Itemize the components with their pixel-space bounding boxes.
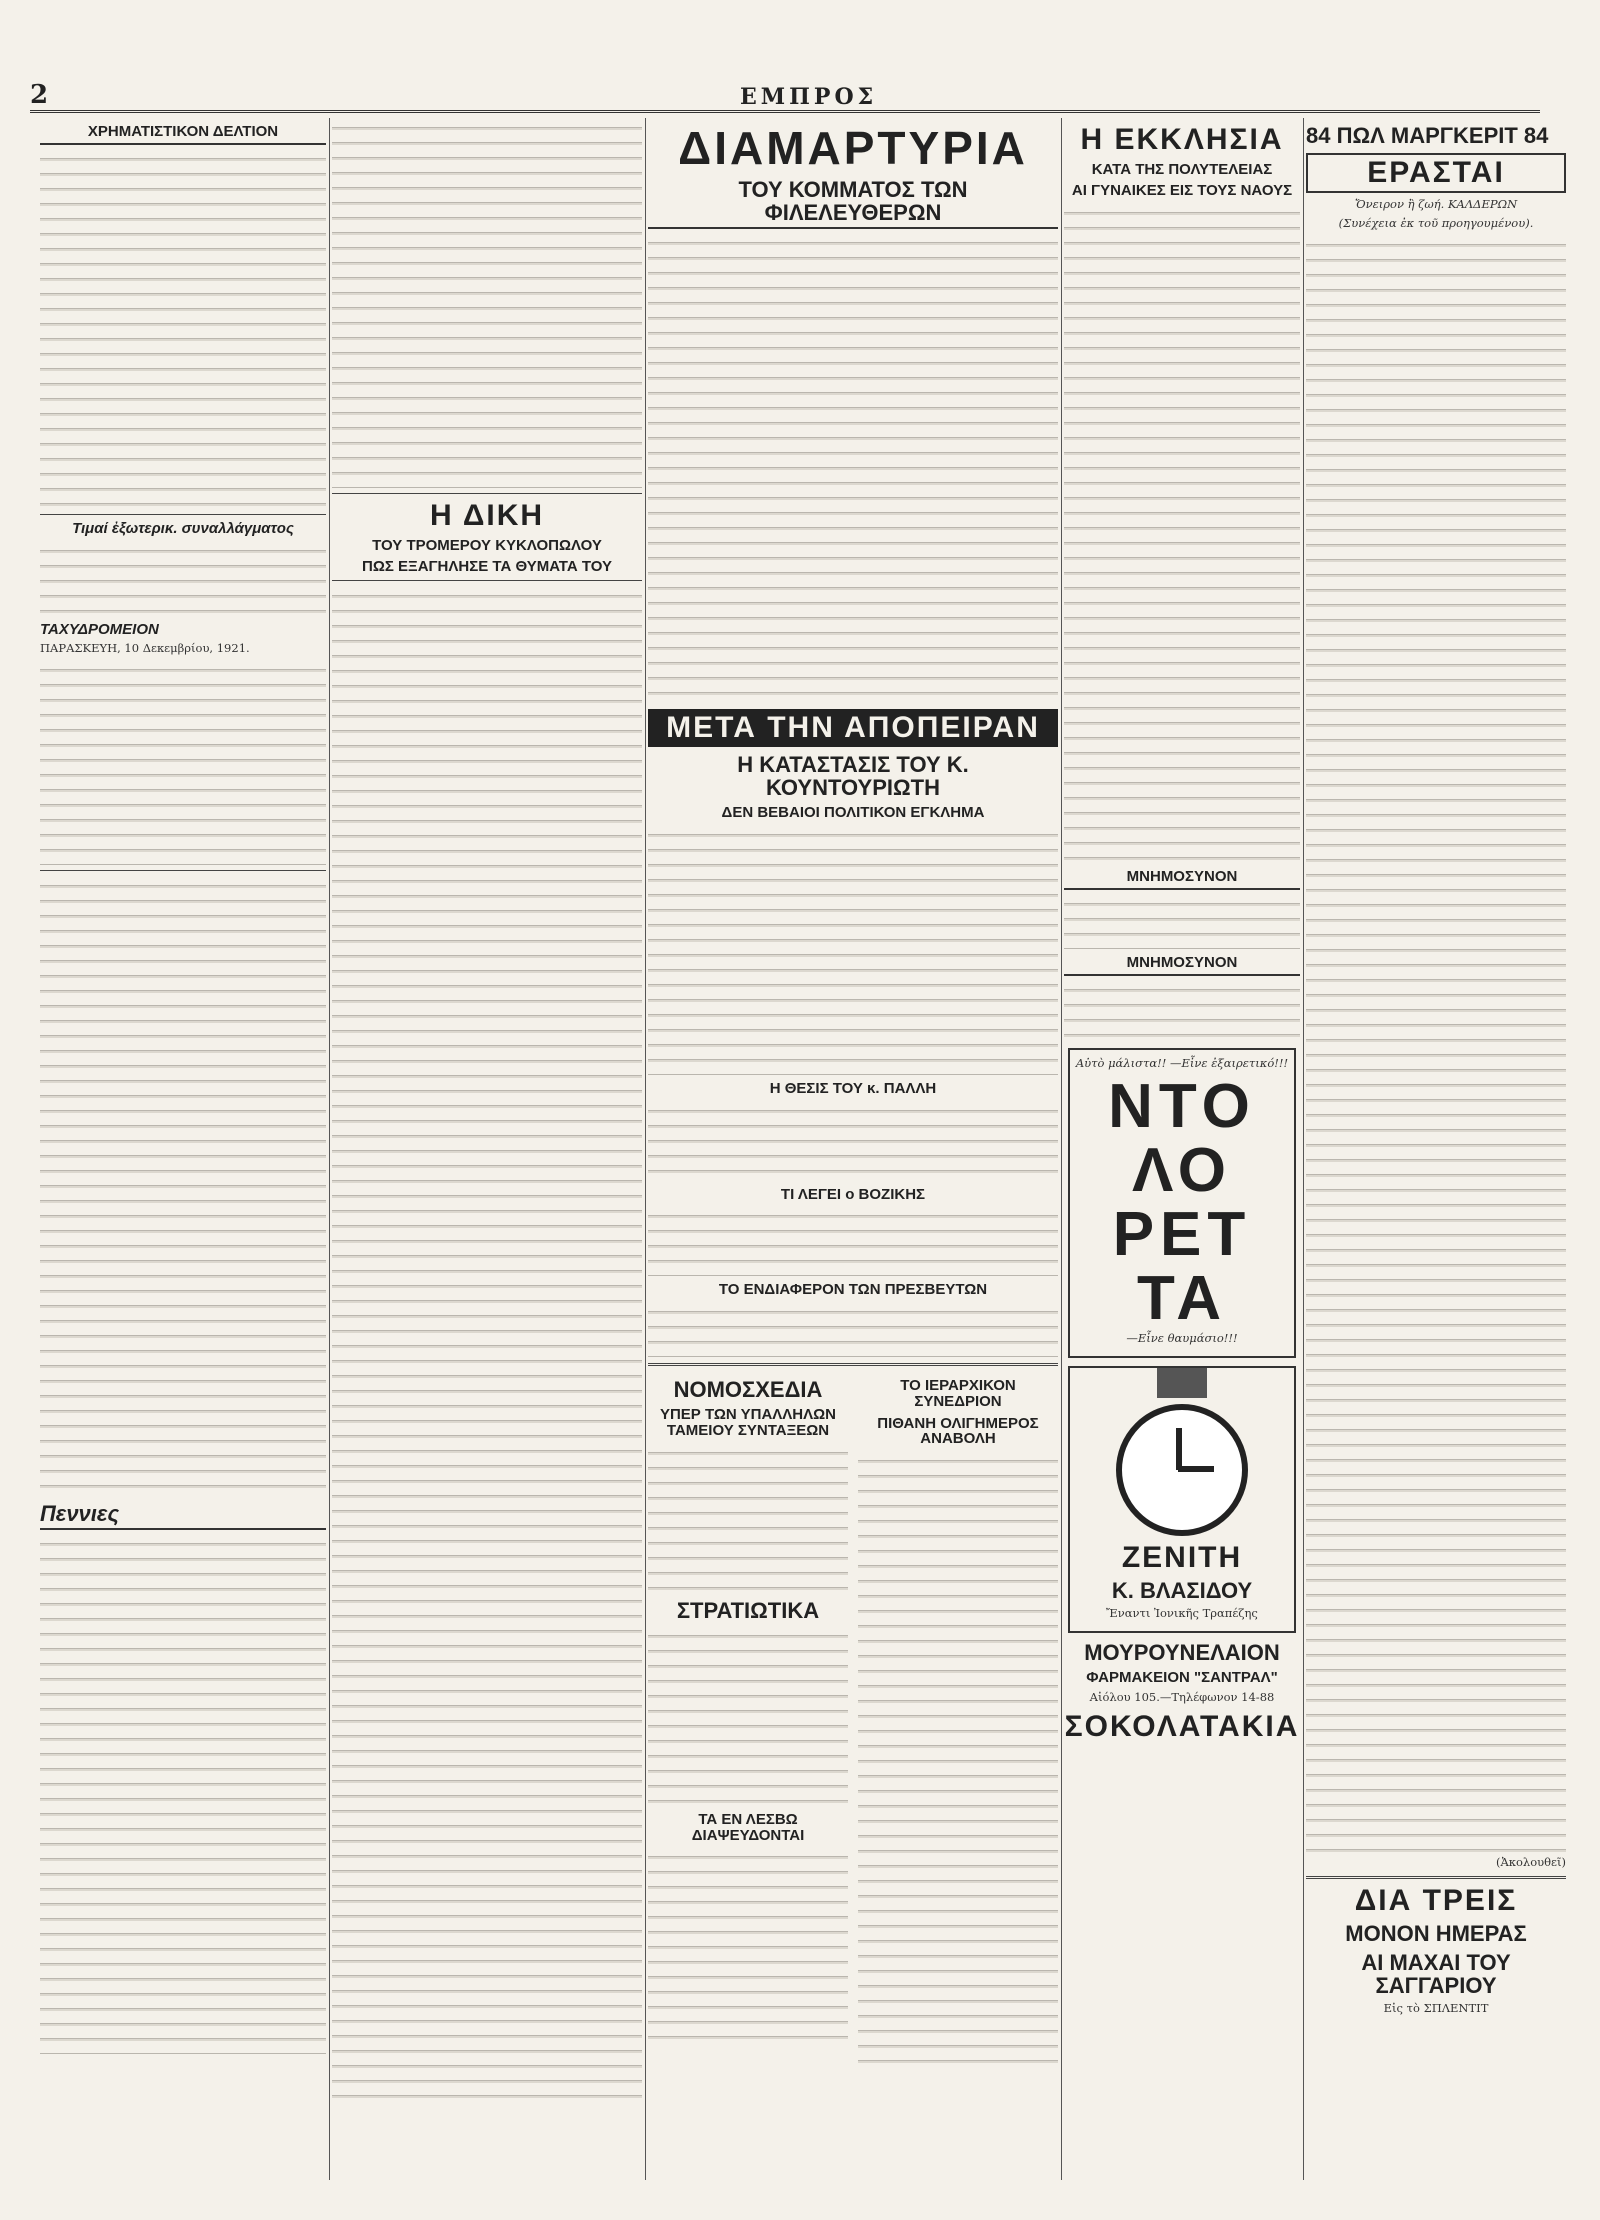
divider [40,870,326,871]
postal-title: ΤΑΧΥΔΡΟΜΕΙΟΝ [40,620,159,638]
serial-follows: (Ἀκολουθεῖ) [1496,1854,1566,1869]
envoys-text [648,1302,1058,1357]
lesvos-title: ΤΑ ΕΝ ΛΕΣΒΩ ΔΙΑΨΕΥΔΟΝΤΑΙ [691,1810,805,1844]
article-body [40,876,326,1496]
trial-text [332,586,642,2106]
zenith-ad [1068,1366,1296,1634]
protest-title: ΔΙΑΜΑΡΤΥΡΙΑ [678,122,1028,174]
protest-subtitle: ΤΟΥ ΚΟΜΜΑΤΟΣ ΤΩΝ ΦΙΛΕΛΕΥΘΕΡΩΝ [648,178,1058,229]
chocolates-title: ΣΟΚΟΛΑΤΑΚΙΑ [1064,1709,1300,1743]
postal-text [40,660,326,865]
divider [40,514,326,515]
divider [332,580,642,581]
page-number: 2 [30,80,49,110]
palli-title: Η ΘΕΣΙΣ ΤΟΥ κ. ΠΑΛΛΗ [769,1079,937,1097]
memorial-text-2 [1064,980,1300,1040]
zenith-shop: Κ. ΒΛΑΣΙΔΟΥ [1111,1578,1253,1603]
condition-subtitle: ΔΕΝ ΒΕΒΑΙΟΙ ΠΟΛΙΤΙΚΟΝ ΕΓΚΛΗΜΑ [721,804,985,822]
ad-word: ΝΤΟ ΛΟ ΡΕΤ ΤΑ [1108,1071,1256,1333]
military-text [648,1626,848,1806]
serial-continued: (Συνέχεια ἐκ τοῦ προηγουμένου). [1338,215,1534,230]
exchange-text [40,541,326,616]
condition-text [648,825,1058,1075]
synod-title: ΤΟ ΙΕΡΑΡΧΙΚΟΝ ΣΥΝΕΔΡΙΟΝ [900,1377,1016,1410]
postal-date: ΠΑΡΑΣΚΕΥΗ, 10 Δεκεμβρίου, 1921. [40,641,250,656]
vozikis-title: ΤΙ ΛΕΓΕΙ ο ΒΟΖΙΚΗΣ [780,1185,926,1203]
cinema-line1: ΔΙΑ ΤΡΕΙΣ [1354,1883,1518,1917]
column-rule [1061,118,1062,2180]
memorial-title: ΜΝΗΜΟΣΥΝΟΝ [1064,869,1300,890]
divider [332,493,642,494]
attempt-title: ΜΕΤΑ ΤΗΝ ΑΠΟΠΕΙΡΑΝ [648,709,1058,747]
serial-title: ΕΡΑΣΤΑΙ [1306,153,1566,193]
divider [648,1363,1058,1366]
church-subtitle: ΚΑΤΑ ΤΗΣ ΠΟΛΥΤΕΛΕΙΑΣ [1091,160,1273,178]
ad-top: Αὐτὸ μάλιστα!! —Εἶνε ἐξαιρετικό!!! [1075,1055,1289,1070]
cinema-line2: ΜΟΝΟΝ ΗΜΕΡΑΣ [1345,1921,1527,1947]
palli-text [648,1101,1058,1181]
column-protest [648,118,1058,2180]
condition-title: Η ΚΑΤΑΣΤΑΣΙΣ ΤΟΥ Κ. ΚΟΥΝΤΟΥΡΙΩΤΗ [737,751,969,801]
pharmacy-name: ΦΑΡΜΑΚΕΙΟΝ "ΣΑΝΤΡΑΛ" [1086,1669,1278,1687]
protest-text [648,233,1058,703]
synod-text [858,1451,1058,2071]
exchange-title: Τιμαί ἐξωτερικ. συναλλάγματος [72,519,294,537]
serial-subtitle: Ὄνειρον ἢ ζωή. ΚΑΛΔΕΡΩΝ [1354,196,1518,211]
article-body [332,118,642,488]
trial-subtitle: ΤΟΥ ΤΡΟΜΕΡΟΥ ΚΥΚΛΟΠΩΛΟΥ [372,536,602,554]
bill-column [648,1372,848,2071]
column-rule [1303,118,1304,2180]
dolorette-ad [1068,1048,1296,1358]
cod-liver-oil-title: ΜΟΥΡΟΥΝΕΛΑΙΟΝ [1084,1640,1280,1666]
military-title: ΣΤΡΑΤΙΩΤΙΚΑ [676,1597,820,1623]
trial-subtitle2: ΠΩΣ ΕΞΑΓΗΛΗΣΕ ΤΑ ΘΥΜΑΤΑ ΤΟΥ [362,558,612,576]
pharmacy-address: Αἰόλου 105.—Τηλέφωνον 14-88 [1089,1689,1275,1704]
cinema-line3: ΑΙ ΜΑΧΑΙ ΤΟΥ ΣΑΓΓΑΡΙΟΥ [1361,1950,1511,1999]
church-subtitle2: ΑΙ ΓΥΝΑΙΚΕΣ ΕΙΣ ΤΟΥΣ ΝΑΟΥΣ [1071,182,1293,200]
lower-split [648,1372,1058,2071]
pennies-title: Πεννιες [40,1502,326,1530]
lesvos-text [648,1847,848,2047]
synod-column [858,1372,1058,2071]
church-title: Η ΕΚΚΛΗΣΙΑ [1080,123,1284,156]
column-rule [329,118,330,2180]
serial-text [1306,235,1566,1855]
column-church [1064,118,1300,2180]
pennies-text [40,1534,326,2054]
column-rule [645,118,646,2180]
bill-subtitle: ΥΠΕΡ ΤΩΝ ΥΠΑΛΛΗΛΩΝ ΤΑΜΕΙΟΥ ΣΥΝΤΑΞΕΩΝ [659,1406,837,1440]
masthead-rule [30,110,1540,113]
watch-strap [1157,1368,1207,1398]
church-text [1064,203,1300,863]
memorial-text [1064,894,1300,949]
column-finance [40,118,326,2180]
cinema-line4: Εἰς τὸ ΣΠΛΕΝΤΙΤ [1383,2001,1489,2016]
column-serial [1306,118,1566,2180]
memorial-title-2: ΜΝΗΜΟΣΥΝΟΝ [1064,955,1300,976]
masthead [0,80,1600,118]
zenith-brand: ΖΕΝΙΤΗ [1121,1540,1243,1574]
envoys-title: ΤΟ ΕΝΔΙΑΦΕΡΟΝ ΤΩΝ ΠΡΕΣΒΕΥΤΩΝ [718,1281,988,1299]
finance-table [40,149,326,509]
bill-title: ΝΟΜΟΣΧΕΔΙΑ [673,1377,823,1403]
column-trial [332,118,642,2180]
newspaper-name: ΕΜΠΡΟΣ [740,84,878,110]
serial-header: 84 ΠΩΛ ΜΑΡΓΚΕΡΙΤ 84 [1306,123,1549,148]
finance-title: ΧΡΗΜΑΤΙΣΤΙΚΟΝ ΔΕΛΤΙΟΝ [40,124,326,145]
vozikis-text [648,1206,1058,1276]
zenith-address: Ἔναντι Ἰονικῆς Τραπέζης [1106,1606,1258,1621]
ad-bottom: —Εἶνε θαυμάσιο!!! [1126,1330,1238,1345]
divider [1306,1876,1566,1879]
trial-title: Η ΔΙΚΗ [429,499,545,532]
watch-icon [1116,1404,1248,1536]
synod-subtitle: ΠΙΘΑΝΗ ΟΛΙΓΗΜΕΡΟΣ ΑΝΑΒΟΛΗ [877,1414,1039,1448]
bill-text [648,1443,848,1593]
